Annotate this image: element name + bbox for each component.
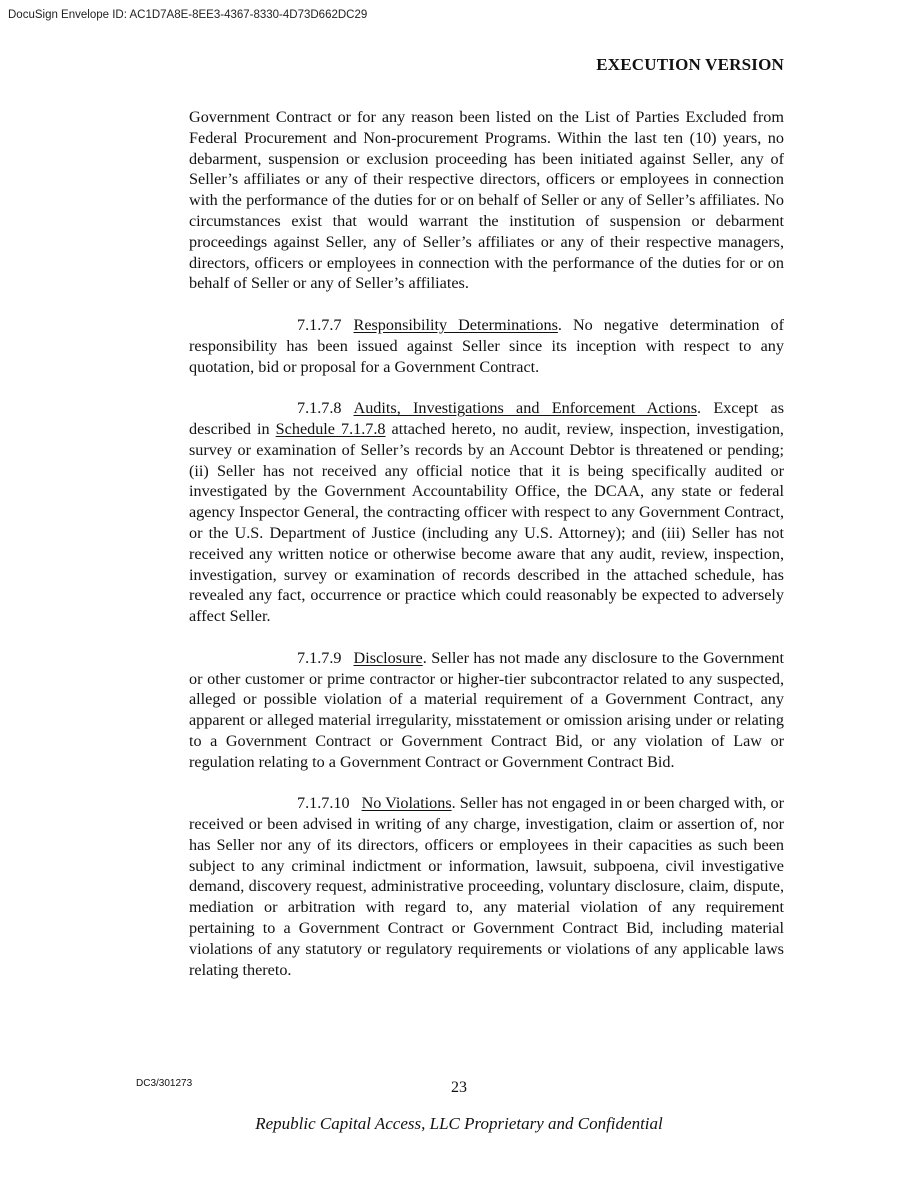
section-heading: No Violations: [361, 794, 452, 813]
section-7-1-7-10: [189, 793, 784, 980]
document-body: [189, 107, 784, 980]
section-number: 7.1.7.8: [297, 399, 342, 418]
section-heading: Responsibility Determinations: [353, 315, 558, 334]
document-id: DC3/301273: [136, 1078, 193, 1089]
section-number: 7.1.7.10: [297, 794, 350, 813]
section-heading: Disclosure: [353, 648, 423, 667]
section-text: . Except as described in: [189, 399, 784, 438]
page-number: 23: [451, 1079, 467, 1096]
section-heading: Audits, Investigations and Enforcement Actions: [353, 399, 698, 418]
docusign-envelope-id: DocuSign Envelope ID: AC1D7A8E-8EE3-4367-8330-4D73D662DC29: [8, 9, 368, 21]
schedule-reference: Schedule 7.1.7.8: [275, 419, 386, 438]
section-number: 7.1.7.9: [297, 648, 342, 667]
section-7-1-7-9: [189, 648, 784, 773]
section-text: attached hereto, no audit, review, inspection, investigation, survey or examination of Seller’s records by an Account Debtor is threatened or pending; (ii) Seller has not received any official notice that it is being specifically audited or investigated by the Government Accountability Office, the DCAA, any state or federal agency Inspector General, the contracting officer with respect to any Government Contract, or the U.S. Department of Justice (including any U.S. Attorney); and (iii) Seller has not received any written notice or otherwise become aware that any audit, review, inspection, investigation, survey or examination of records described in the attached schedule, has revealed any fact, occurrence or practice which could reasonably be expected to adversely affect Seller.: [189, 419, 784, 626]
section-text: . Seller has not made any disclosure to the Government or other customer or prime contractor or higher-tier subcontractor related to any suspected, alleged or possible violation of a material requirement of a Government Contract, any apparent or alleged material irregularity, misstatement or omission arising under or relating to a Government Contract or Government Contract Bid, or any violation of Law or regulation relating to a Government Contract or Government Contract Bid.: [189, 648, 784, 771]
section-7-1-7-8: [189, 398, 784, 627]
section-7-1-7-7: [189, 315, 784, 377]
section-text: . No negative determination of responsibility has been issued against Seller since its inception with respect to any quotation, bid or proposal for a Government Contract.: [189, 315, 784, 376]
section-number: 7.1.7.7: [297, 315, 342, 334]
execution-version-label: EXECUTION VERSION: [596, 55, 784, 74]
paragraph-continuation: Government Contract or for any reason been listed on the List of Parties Excluded from Federal Procurement and Non-procurement Programs. Within the last ten (10) years, no debarment, suspension or exclusion proceeding has been initiated against Seller, any of Seller’s affiliates or any of their respective directors, officers or employees in connection with the performance of the duties for or on behalf of Seller or any of Seller’s affiliates. No circumstances exist that would warrant the institution of suspension or debarment proceedings against Seller, any of Seller’s affiliates or any of their respective managers, directors, officers or employees in connection with the performance of the duties for or on behalf of Seller or any of Seller’s affiliates.: [189, 108, 784, 293]
section-text: . Seller has not engaged in or been charged with, or received or been advised in writing of any charge, investigation, claim or assertion of, nor has Seller nor any of its directors, officers or employees in their capacities as such been subject to any criminal indictment or information, lawsuit, subpoena, civil investigative demand, discovery request, administrative proceeding, voluntary disclosure, claim, dispute, mediation or arbitration with regard to, any material violation of any requirement pertaining to a Government Contract or Government Contract Bid, including material violations of any statutory or regulatory requirements or violations of any applicable laws relating thereto.: [189, 794, 784, 979]
confidential-footer: Republic Capital Access, LLC Proprietary and Confidential: [255, 1114, 663, 1133]
